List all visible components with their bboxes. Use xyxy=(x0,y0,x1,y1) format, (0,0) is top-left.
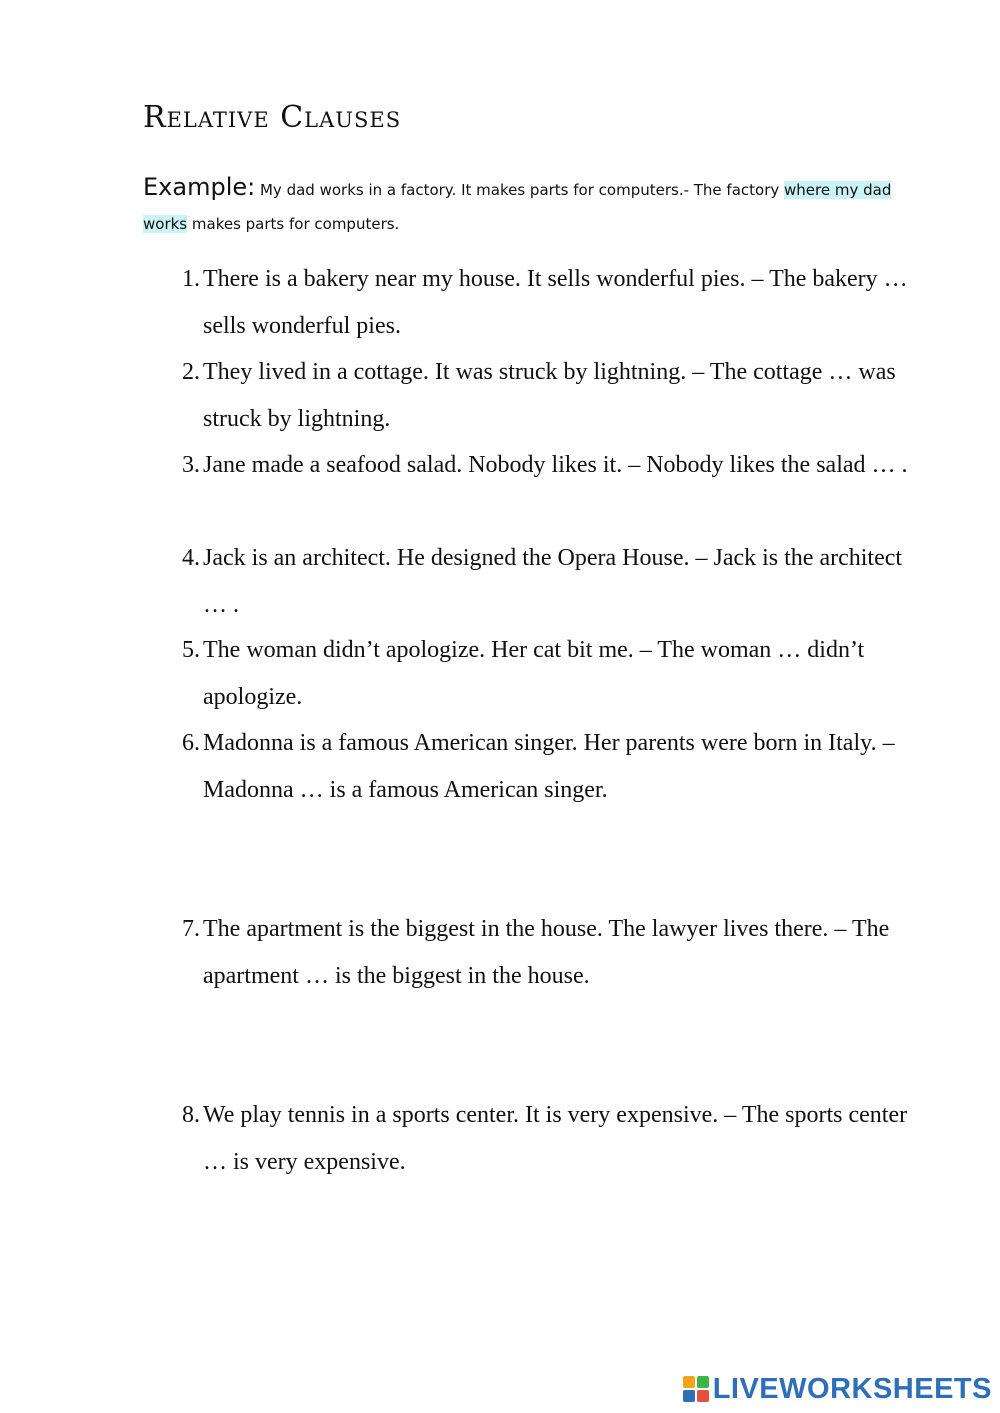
exercise-item xyxy=(170,627,930,720)
exercise-item xyxy=(170,349,930,442)
exercise-item xyxy=(170,442,930,489)
exercise-number: 7. xyxy=(182,916,200,942)
logo-tile xyxy=(683,1390,695,1402)
exercise-number: 4. xyxy=(182,545,200,571)
exercise-text: There is a bakery near my house. It sells wonderful pies. – The bakery … sells wonderful pies. xyxy=(203,266,908,339)
logo-tile xyxy=(697,1376,709,1388)
logo-tile xyxy=(683,1376,695,1388)
exercise-text: The woman didn’t apologize. Her cat bit me. – The woman … didn’t apologize. xyxy=(203,637,865,710)
logo-text: LIVEWORKSHEETS xyxy=(712,1372,992,1405)
exercise-text: The apartment is the biggest in the house. The lawyer lives there. – The apartment … is the biggest in the house. xyxy=(203,916,890,989)
liveworksheets-logo-icon xyxy=(683,1376,709,1402)
exercise-text: We play tennis in a sports center. It is very expensive. – The sports center … is very expensive. xyxy=(203,1102,908,1175)
exercise-number: 6. xyxy=(182,730,200,756)
exercise-item xyxy=(170,906,930,999)
liveworksheets-logo[interactable] xyxy=(683,1373,992,1405)
example-highlight: where my dad works xyxy=(143,181,892,233)
exercise-number: 2. xyxy=(182,359,200,385)
exercise-number: 3. xyxy=(182,452,200,478)
exercise-text: They lived in a cottage. It was struck by lightning. – The cottage … was struck by lightning. xyxy=(203,359,896,432)
exercise-item xyxy=(170,1092,930,1185)
logo-tile xyxy=(697,1390,709,1402)
exercise-number: 1. xyxy=(182,266,200,292)
exercise-text: Madonna is a famous American singer. Her parents were born in Italy. – Madonna … is a famous American singer. xyxy=(203,730,895,803)
exercise-number: 8. xyxy=(182,1102,200,1128)
exercise-text: Jack is an architect. He designed the Opera House. – Jack is the architect … . xyxy=(203,545,903,618)
exercise-item xyxy=(170,535,930,628)
exercise-number: 5. xyxy=(182,637,200,663)
example-text-after: makes parts for computers. xyxy=(187,215,400,233)
example-label: Example: xyxy=(143,173,256,201)
exercise-item xyxy=(170,256,930,349)
exercise-text: Jane made a seafood salad. Nobody likes it. – Nobody likes the salad … . xyxy=(203,452,908,478)
page-title: Relative Clauses xyxy=(143,100,402,135)
exercise-item xyxy=(170,720,930,813)
example-text-before: My dad works in a factory. It makes parts for computers.- The factory xyxy=(255,181,785,199)
